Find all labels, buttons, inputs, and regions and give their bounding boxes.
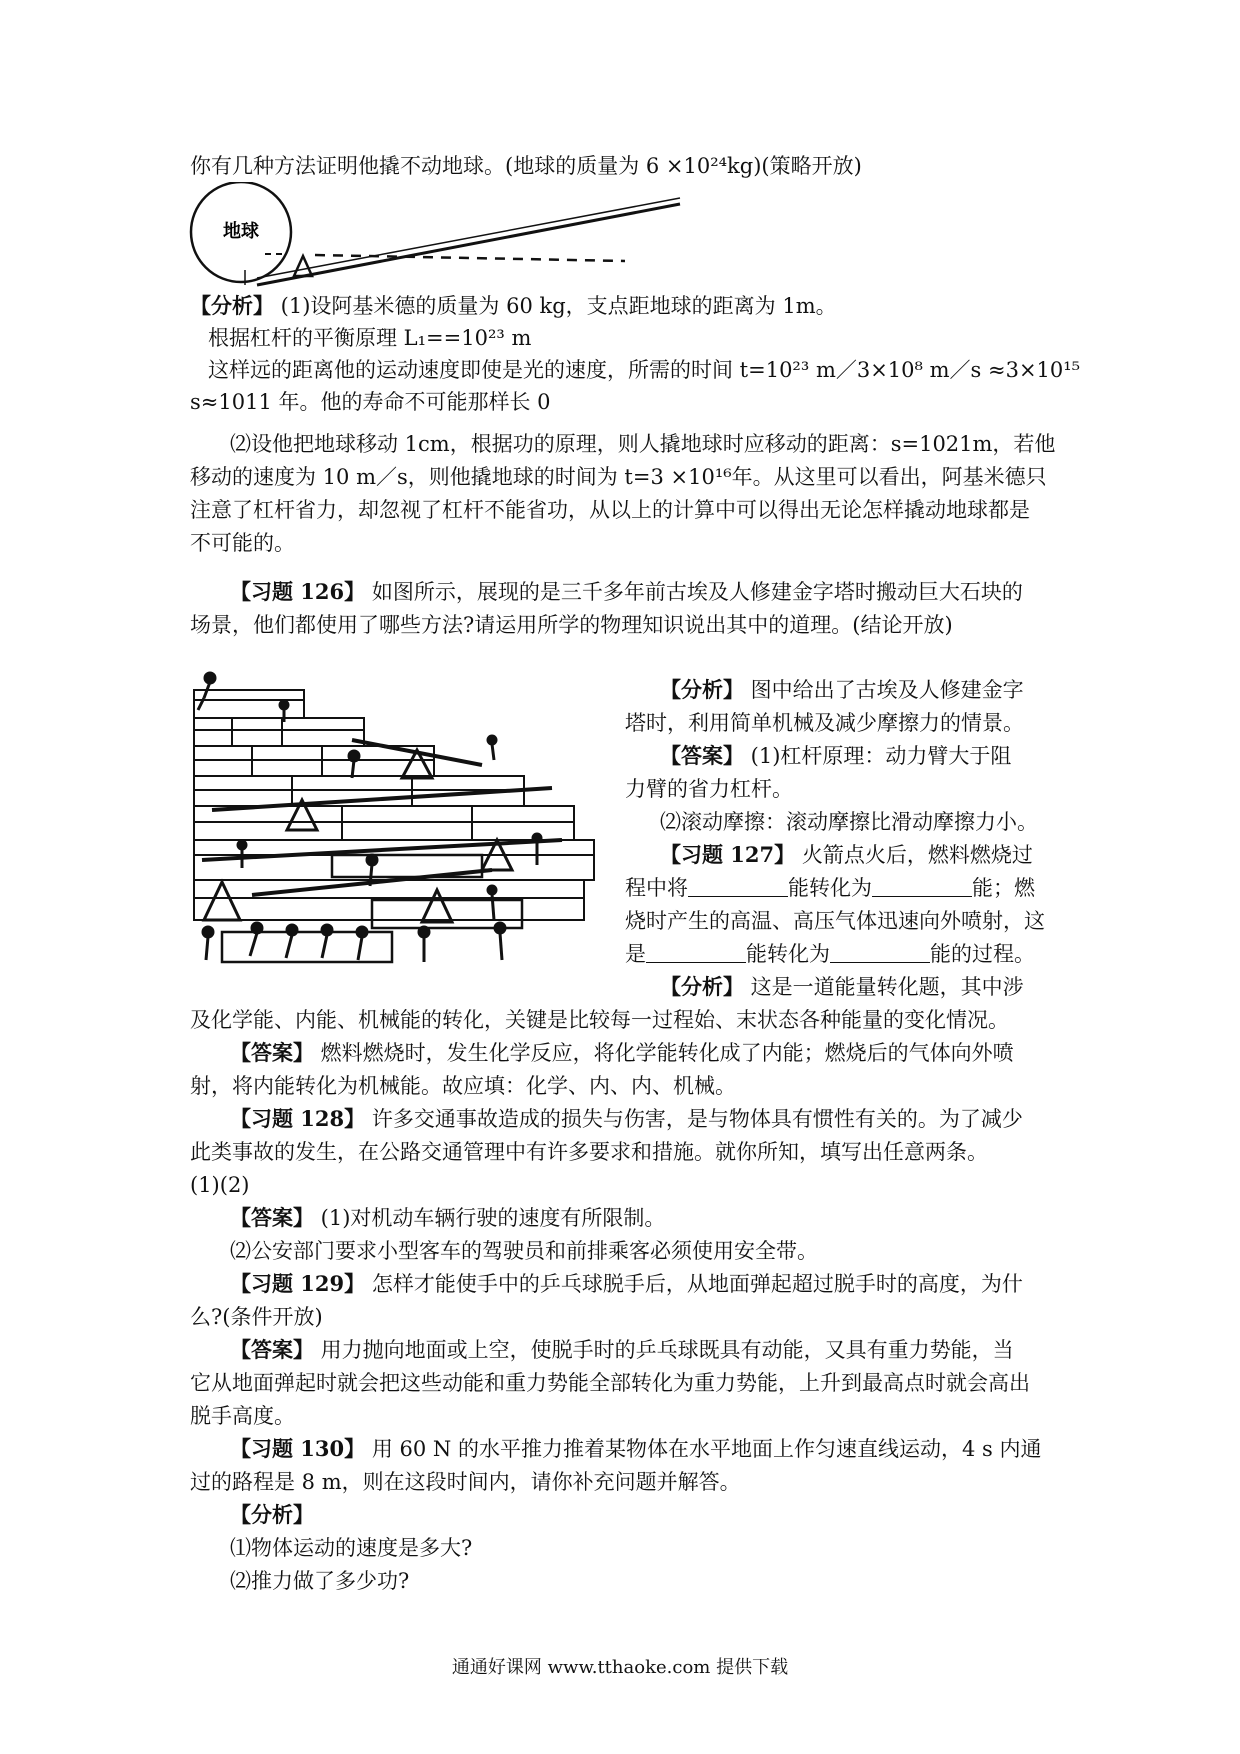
text-line: (1)(2) (190, 1173, 250, 1197)
text-line: ⑵设他把地球移动 1cm，根据功的原理，则人撬地球时应移动的距离：s=1021m，若他 (230, 432, 1056, 456)
text-line: 不可能的。 (190, 531, 295, 555)
text-line: 【答案】 用力抛向地面或上空，使脱手时的乒乓球既具有动能，又具有重力势能，当 (230, 1337, 1014, 1362)
text-line: 这样远的距离他的运动速度即使是光的速度，所需的时间 t=10²³ m／3×10⁸ m／s ≈3×10¹⁵ (208, 358, 1081, 382)
text-line: ⑵滚动摩擦：滚动摩擦比滑动摩擦力小。 (660, 810, 1038, 834)
pyramid-construction-figure (192, 660, 612, 980)
text-line: 【习题 129】 怎样才能使手中的乒乓球脱手后，从地面弹起超过脱手时的高度，为什 (230, 1271, 1023, 1296)
text-line: 【分析】 这是一道能量转化题，其中涉 (660, 974, 1024, 999)
text-line: 么?(条件开放) (190, 1305, 323, 1329)
text-line: 【答案】 (1)对机动车辆行驶的速度有所限制。 (230, 1205, 666, 1230)
lever-bar-edge (257, 198, 680, 278)
text-line: 你有几种方法证明他撬不动地球。(地球的质量为 6 ×10²⁴kg)(策略开放) (190, 154, 862, 178)
text-line: ⑵推力做了多少功? (230, 1569, 410, 1593)
earth-label: 地球 (223, 221, 259, 242)
answer-blank (646, 940, 746, 963)
text-line: 程中将 能转化为 能；燃 (625, 876, 1035, 900)
fulcrum (294, 256, 312, 276)
text-line: 【分析】 (230, 1502, 314, 1527)
text-line: 射，将内能转化为机械能。故应填：化学、内、内、机械。 (190, 1074, 736, 1098)
text-line: s≈1011 年。他的寿命不可能那样长 0 (190, 390, 551, 414)
text-line: ⑴物体运动的速度是多大? (230, 1536, 473, 1560)
earth-lever-figure (185, 182, 705, 302)
text-line: 【分析】 (1)设阿基米德的质量为 60 kg，支点距地球的距离为 1m。 (190, 293, 837, 318)
text-line: 它从地面弹起时就会把这些动能和重力势能全部转化为重力势能，上升到最高点时就会高出 (190, 1371, 1030, 1395)
text-line: 【习题 126】 如图所示，展现的是三千多年前古埃及人修建金字塔时搬动巨大石块的 (230, 579, 1023, 604)
text-line: 塔时，利用简单机械及减少摩擦力的情景。 (625, 711, 1024, 735)
text-line: 过的路程是 8 m，则在这段时间内，请你补充问题并解答。 (190, 1470, 741, 1494)
page-footer: 通通好课网 www.tthaoke.com 提供下载 (451, 1657, 789, 1678)
text-line: 【答案】 (1)杠杆原理：动力臂大于阻 (660, 743, 1012, 768)
text-line: 【习题 130】 用 60 N 的水平推力推着某物体在水平地面上作匀速直线运动，4 s 内通 (230, 1436, 1042, 1461)
text-line: 烧时产生的高温、高压气体迅速向外喷射，这 (625, 909, 1045, 933)
answer-blank (688, 874, 788, 897)
text-line: 【分析】 图中给出了古埃及人修建金字 (660, 677, 1024, 702)
text-line: 【习题 127】 火箭点火后，燃料燃烧过 (660, 842, 1033, 867)
text-line: 场景，他们都使用了哪些方法?请运用所学的物理知识说出其中的道理。(结论开放) (190, 613, 953, 637)
text-line: 【习题 128】 许多交通事故造成的损失与伤害，是与物体具有惯性有关的。为了减少 (230, 1106, 1023, 1131)
text-line: 力臂的省力杠杆。 (625, 777, 793, 801)
text-line: 【答案】 燃料燃烧时，发生化学反应，将化学能转化成了内能；燃烧后的气体向外喷 (230, 1040, 1014, 1065)
lever-bar (257, 204, 680, 285)
answer-blank (830, 940, 930, 963)
text-line: 注意了杠杆省力，却忽视了杠杆不能省功，从以上的计算中可以得出无论怎样撬动地球都是 (190, 498, 1030, 522)
text-line: 此类事故的发生，在公路交通管理中有许多要求和措施。就你所知，填写出任意两条。 (190, 1140, 988, 1164)
text-line: ⑵公安部门要求小型客车的驾驶员和前排乘客必须使用安全带。 (230, 1239, 818, 1263)
text-line: 是 能转化为 能的过程。 (625, 942, 1035, 966)
answer-blank (872, 874, 972, 897)
text-line: 脱手高度。 (190, 1404, 295, 1428)
text-line: 及化学能、内能、机械能的转化，关键是比较每一过程始、末状态各种能量的变化情况。 (190, 1008, 1009, 1032)
text-line: 移动的速度为 10 m／s，则他撬地球的时间为 t=3 ×10¹⁶年。从这里可以看出，阿基米德只 (190, 465, 1047, 489)
text-line: 根据杠杆的平衡原理 L₁==10²³ m (208, 326, 532, 350)
